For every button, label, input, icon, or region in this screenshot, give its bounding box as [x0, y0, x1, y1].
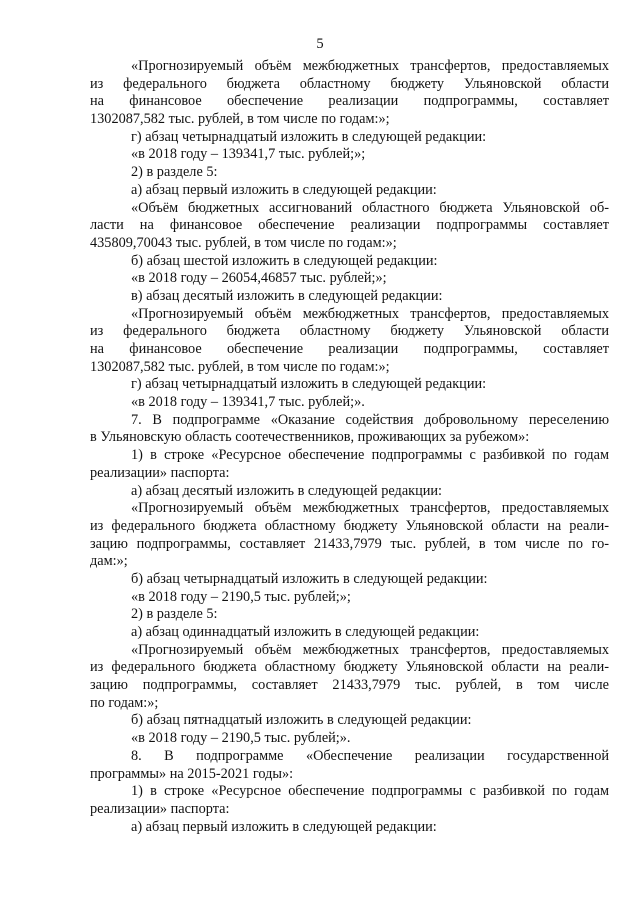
text-line: «Объём бюджетных ассигнований областного бюджета Ульяновской об- — [131, 199, 609, 216]
text-line: на финансовое обеспечение реализации подпрограммы, составляет — [90, 93, 609, 110]
text-line: б) абзац пятнадцатый изложить в следующей редакции: — [131, 712, 472, 729]
text-line: на финансовое обеспечение реализации подпрограммы, составляет — [90, 341, 609, 357]
text-line: 1302087,582 тыс. рублей, в том числе по годам:»; — [90, 111, 390, 128]
text-line: 1) в строке «Ресурсное обеспечение подпрограммы с разбивкой по годам — [131, 783, 609, 800]
text-line: «Прогнозируемый объём межбюджетных трансфертов, предоставляемых — [131, 500, 609, 517]
text-line: а) абзац первый изложить в следующей редакции: — [131, 818, 437, 835]
text-line: из федерального бюджета областному бюджету Ульяновской области — [90, 75, 609, 92]
text-line: зацию подпрограммы, составляет 21433,7979 тыс. рублей, в том числе по го- — [90, 535, 609, 552]
text-line: 1) в строке «Ресурсное обеспечение подпрограммы с разбивкой по годам — [131, 447, 609, 464]
text-line: а) абзац десятый изложить в следующей редакции: — [131, 482, 443, 499]
text-line: по годам:»; — [90, 694, 159, 711]
text-line: в) абзац десятый изложить в следующей редакции: — [131, 287, 443, 304]
text-line: дам:»; — [90, 553, 128, 570]
text-line: из федерального бюджета областному бюджету Ульяновской области на реали- — [90, 659, 609, 676]
text-line: а) абзац первый изложить в следующей редакции: — [131, 181, 437, 198]
text-line: реализации» паспорта: — [90, 800, 230, 817]
text-line: «в 2018 году – 2190,5 тыс. рублей;»; — [131, 588, 351, 605]
text-line: 2) в разделе 5: — [131, 164, 218, 181]
text-line: а) абзац одиннадцатый изложить в следующей редакции: — [131, 624, 480, 640]
text-line: «Прогнозируемый объём межбюджетных трансфертов, предоставляемых — [131, 305, 609, 322]
text-line: 1302087,582 тыс. рублей, в том числе по годам:»; — [90, 358, 390, 375]
text-line: «Прогнозируемый объём межбюджетных трансфертов, предоставляемых — [131, 641, 609, 658]
text-line: г) абзац четырнадцатый изложить в следующей редакции: — [131, 376, 487, 393]
text-line: «в 2018 году – 139341,7 тыс. рублей;»; — [131, 146, 366, 163]
text-line: 8. В подпрограмме «Обеспечение реализации государственной — [131, 747, 609, 764]
text-line: 7. В подпрограмме «Оказание содействия добровольному переселению — [131, 411, 609, 428]
text-line: реализации» паспорта: — [90, 464, 230, 481]
text-line: ласти на финансовое обеспечение реализации подпрограммы составляет — [90, 217, 609, 234]
text-line: б) абзац четырнадцатый изложить в следующей редакции: — [131, 570, 488, 587]
document-body — [90, 58, 609, 836]
text-line: из федерального бюджета областному бюджету Ульяновской области — [90, 323, 609, 340]
text-line: «в 2018 году – 2190,5 тыс. рублей;». — [131, 730, 351, 747]
text-line: б) абзац шестой изложить в следующей редакции: — [131, 252, 438, 269]
text-line: «в 2018 году – 139341,7 тыс. рублей;». — [131, 394, 365, 411]
text-line: в Ульяновскую область соотечественников, проживающих за рубежом»: — [90, 429, 530, 446]
text-line: «Прогнозируемый объём межбюджетных трансфертов, предоставляемых — [131, 58, 609, 74]
text-line: 435809,70043 тыс. рублей, в том числе по годам:»; — [90, 234, 397, 251]
page-number: 5 — [316, 36, 324, 52]
text-line: программы» на 2015-2021 годы»: — [90, 765, 294, 782]
text-line: «в 2018 году – 26054,46857 тыс. рублей;»; — [131, 270, 387, 287]
text-line: зацию подпрограммы, составляет 21433,7979 тыс. рублей, в том числе — [90, 677, 609, 694]
text-line: г) абзац четырнадцатый изложить в следующей редакции: — [131, 128, 487, 145]
text-line: из федерального бюджета областному бюджету Ульяновской области на реали- — [90, 517, 609, 534]
text-line: 2) в разделе 5: — [131, 606, 218, 623]
